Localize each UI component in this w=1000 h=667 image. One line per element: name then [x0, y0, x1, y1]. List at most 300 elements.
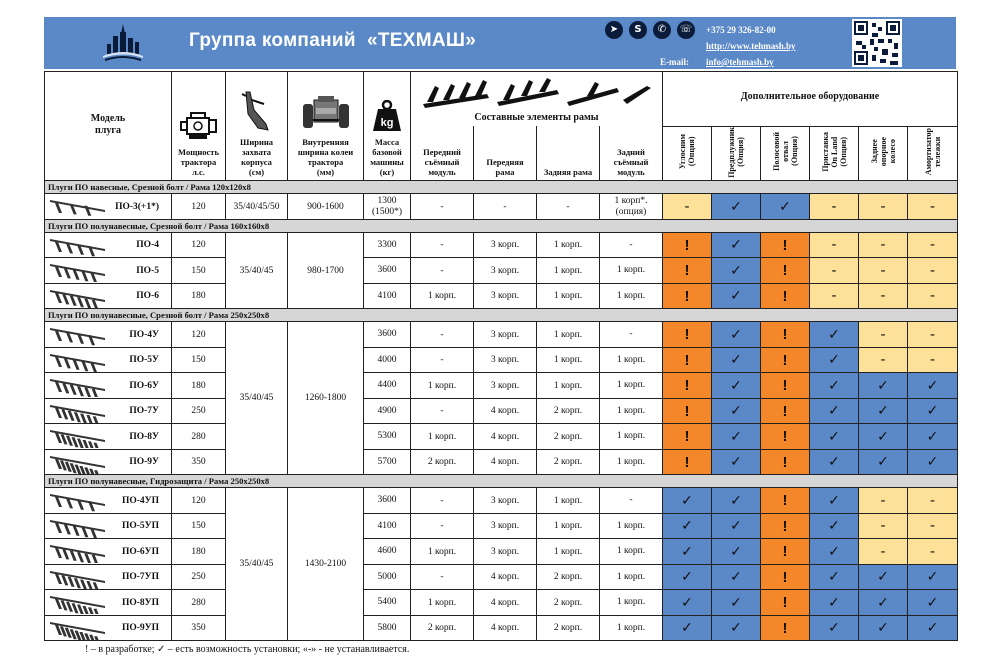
in-development-mark: ! [782, 517, 788, 535]
extra-cell-3 [810, 194, 859, 220]
mass-cell: 1300 (1500*) [364, 194, 411, 220]
model-name: ПО-6 [136, 291, 159, 302]
model-cell [45, 373, 172, 399]
in-development-mark: ! [782, 377, 788, 395]
extra-cell-3 [810, 564, 859, 590]
column-header-extra-2 [761, 126, 810, 181]
model-name: ПО-9УП [121, 623, 159, 634]
table-row[interactable] [45, 590, 958, 616]
check-icon: ✓ [681, 594, 693, 611]
check-icon: ✓ [828, 620, 840, 637]
extra-cell-1 [712, 194, 761, 220]
model-name: ПО-4УП [121, 495, 159, 506]
check-icon: ✓ [926, 620, 939, 637]
column-header-extra-4-label: Заднее опорное колесо [869, 137, 897, 167]
check-icon: ✓ [877, 569, 889, 586]
not-available-mark: - [880, 262, 886, 279]
rear-module-cell: 1 корп. [600, 539, 663, 565]
in-development-mark: ! [684, 351, 690, 369]
front-frame-cell: 3 корп. [474, 373, 537, 399]
extra-cell-5 [908, 283, 958, 309]
front-module-cell: - [411, 322, 474, 348]
table-row[interactable] [45, 232, 958, 258]
column-header-extra-1-label: Предплужник (Опция) [727, 126, 745, 178]
extra-cell-2 [761, 449, 810, 475]
section-title: Плуги ПО полунавесные, Гидрозащита / Рама 250х250х8 [45, 475, 958, 488]
front-module-cell: - [411, 232, 474, 258]
legend-note: ! – в разработке; ✓ – есть возможность установки; «-» - не устанавливается. [85, 644, 410, 655]
extra-cell-4 [859, 194, 908, 220]
rear-module-cell: 1 корп. [600, 449, 663, 475]
front-frame-cell: 4 корп. [474, 590, 537, 616]
extra-cell-2 [761, 373, 810, 399]
check-icon: ✓ [828, 543, 840, 560]
extra-cell-5 [908, 424, 958, 450]
telegram-icon[interactable]: ➤ [605, 21, 623, 39]
in-development-mark: ! [684, 287, 690, 305]
column-header-extra-0-label: Углосним (Опция) [678, 134, 696, 170]
extra-cell-1 [712, 398, 761, 424]
front-module-cell: - [411, 258, 474, 284]
phone-number[interactable]: +375 29 326-82-00 [706, 25, 776, 35]
model-cell [45, 564, 172, 590]
not-available-mark: - [880, 288, 886, 305]
check-icon: ✓ [828, 326, 840, 343]
rear-frame-cell: 2 корп. [537, 615, 600, 641]
plough-icon [49, 237, 107, 257]
extra-cell-1 [712, 564, 761, 590]
rear-module-cell: 1 корп. [600, 283, 663, 309]
mass-cell: 4900 [364, 398, 411, 424]
in-development-mark: ! [782, 402, 788, 420]
extra-cell-0 [663, 283, 712, 309]
model-cell [45, 258, 172, 284]
extra-cell-0 [663, 398, 712, 424]
rear-module-cell: 1 корп. [600, 347, 663, 373]
model-cell [45, 449, 172, 475]
in-development-mark: ! [782, 236, 788, 254]
table-row[interactable] [45, 488, 958, 514]
in-development-mark: ! [782, 428, 788, 446]
extra-cell-5 [908, 194, 958, 220]
rear-frame-cell: 2 корп. [537, 449, 600, 475]
not-available-mark: - [929, 518, 936, 535]
table-row[interactable] [45, 564, 958, 590]
model-cell [45, 539, 172, 565]
check-icon: ✓ [926, 403, 939, 420]
width-cell: 35/40/45 [226, 232, 288, 309]
extra-cell-2 [761, 488, 810, 514]
check-icon: ✓ [730, 492, 742, 509]
column-header-extra-4 [859, 126, 908, 181]
table-row[interactable] [45, 373, 958, 399]
column-header-back [600, 126, 663, 181]
extra-cell-5 [908, 513, 958, 539]
front-frame-cell: 3 корп. [474, 513, 537, 539]
extra-cell-4 [859, 232, 908, 258]
power-cell: 150 [172, 258, 226, 284]
check-icon: ✓ [730, 377, 742, 394]
front-module-cell: - [411, 398, 474, 424]
rear-module-cell: - [600, 232, 663, 258]
extra-cell-5 [908, 398, 958, 424]
mass-cell: 4600 [364, 539, 411, 565]
model-name: ПО-5УП [121, 521, 159, 532]
power-cell: 180 [172, 539, 226, 565]
width-cell: 35/40/45 [226, 488, 288, 641]
plough-icon [49, 326, 107, 346]
rear-frame-cell: 2 корп. [537, 590, 600, 616]
check-icon: ✓ [926, 377, 939, 394]
viber-icon[interactable]: ✆ [653, 21, 671, 39]
model-name: ПО-7У [129, 406, 159, 417]
power-cell: 250 [172, 564, 226, 590]
check-icon: ✓ [779, 198, 791, 215]
extra-cell-2 [761, 539, 810, 565]
extra-cell-4 [859, 539, 908, 565]
column-header-extra-5-label: Амортизатор тележки [923, 128, 942, 176]
column-header-extra-1 [712, 126, 761, 181]
not-available-mark: - [880, 543, 886, 560]
check-icon: ✓ [730, 237, 742, 254]
front-frame-cell: 4 корп. [474, 564, 537, 590]
not-available-mark: - [880, 492, 886, 509]
power-cell: 350 [172, 615, 226, 641]
rear-module-cell: 1 корп. [600, 513, 663, 539]
check-icon: ✓ [926, 454, 939, 471]
not-available-mark: - [880, 326, 886, 343]
front-frame-cell: 3 корп. [474, 283, 537, 309]
extra-cell-0 [663, 488, 712, 514]
column-header-extra-0 [663, 126, 712, 181]
extra-cell-3 [810, 590, 859, 616]
check-icon: ✓ [877, 620, 889, 637]
table-row[interactable] [45, 513, 958, 539]
column-group-frame [411, 72, 663, 127]
extra-cell-1 [712, 424, 761, 450]
model-cell [45, 488, 172, 514]
column-group-extras-label: Дополнительное оборудование [740, 91, 880, 103]
extra-cell-3 [810, 615, 859, 641]
check-icon: ✓ [828, 403, 840, 420]
extra-cell-0 [663, 194, 712, 220]
check-icon: ✓ [828, 377, 840, 394]
front-module-cell: 2 корп. [411, 615, 474, 641]
extra-cell-0 [663, 258, 712, 284]
extra-cell-3 [810, 232, 859, 258]
check-icon: ✓ [828, 454, 840, 471]
extra-cell-5 [908, 564, 958, 590]
extra-cell-1 [712, 258, 761, 284]
tractor-front-icon [300, 94, 352, 132]
not-available-mark: - [929, 352, 936, 369]
check-icon: ✓ [828, 518, 840, 535]
extra-cell-2 [761, 283, 810, 309]
width-cell: 35/40/45 [226, 322, 288, 475]
front-frame-cell: 4 корп. [474, 615, 537, 641]
extra-cell-3 [810, 488, 859, 514]
table-row[interactable] [45, 194, 958, 220]
extra-cell-1 [712, 615, 761, 641]
model-name: ПО-4У [129, 329, 159, 340]
plough-icon [49, 454, 107, 474]
rear-frame-cell: 1 корп. [537, 488, 600, 514]
check-icon: ✓ [681, 518, 693, 535]
in-development-mark: ! [782, 619, 788, 637]
skype-icon[interactable]: S [629, 21, 647, 39]
front-frame-cell: 3 корп. [474, 347, 537, 373]
extra-cell-2 [761, 232, 810, 258]
column-header-rear-label: Задняя рама [543, 167, 593, 178]
section-row [45, 181, 958, 194]
power-cell: 180 [172, 373, 226, 399]
extra-cell-0 [663, 449, 712, 475]
column-header-extra-5 [908, 126, 958, 181]
track-cell: 980-1700 [288, 232, 364, 309]
column-header-front [411, 126, 474, 181]
qr-code[interactable] [852, 19, 902, 67]
extra-cell-5 [908, 590, 958, 616]
section-title: Плуги ПО полунавесные, Срезной болт / Рама 250х250х8 [45, 309, 958, 322]
header-banner [44, 17, 956, 69]
email-label: E-mail: [660, 57, 689, 67]
extra-cell-1 [712, 488, 761, 514]
table-row[interactable] [45, 322, 958, 348]
table-row[interactable] [45, 283, 958, 309]
extra-cell-4 [859, 564, 908, 590]
extra-cell-3 [810, 373, 859, 399]
plough-icon [49, 518, 107, 538]
power-cell: 350 [172, 449, 226, 475]
check-icon: ✓ [681, 543, 693, 560]
mass-cell: 4000 [364, 347, 411, 373]
not-available-mark: - [880, 518, 886, 535]
not-available-mark: - [929, 543, 936, 560]
extra-cell-3 [810, 513, 859, 539]
rear-frame-cell: 1 корп. [537, 347, 600, 373]
not-available-mark: - [929, 237, 936, 254]
website-link[interactable]: http://www.tehmash.by [706, 41, 796, 51]
check-icon: ✓ [730, 198, 742, 215]
check-icon: ✓ [730, 518, 742, 535]
check-icon: ✓ [730, 620, 742, 637]
mass-cell: 4400 [364, 373, 411, 399]
not-available-mark: - [929, 326, 936, 343]
mass-cell: 5700 [364, 449, 411, 475]
check-icon: ✓ [877, 403, 889, 420]
plough-icon [49, 403, 107, 423]
mass-cell: 4100 [364, 283, 411, 309]
power-cell: 120 [172, 232, 226, 258]
rear-module-cell: 1 корп. [600, 615, 663, 641]
check-icon: ✓ [828, 492, 840, 509]
check-icon: ✓ [828, 569, 840, 586]
section-title: Плуги ПО навесные, Срезной болт / Рама 120х120х8 [45, 181, 958, 194]
extra-cell-4 [859, 513, 908, 539]
front-module-cell: 1 корп. [411, 283, 474, 309]
in-development-mark: ! [782, 543, 788, 561]
mass-cell: 3600 [364, 322, 411, 348]
column-header-power-label: Мощность трактора л.с. [178, 147, 219, 178]
check-icon: ✓ [926, 594, 939, 611]
table-row[interactable] [45, 347, 958, 373]
front-frame-cell: 4 корп. [474, 398, 537, 424]
section-row [45, 219, 958, 232]
column-header-front-label: Передний съёмный модуль [423, 147, 461, 178]
table-row[interactable] [45, 258, 958, 284]
front-frame-cell: 3 корп. [474, 232, 537, 258]
rear-module-cell: - [600, 322, 663, 348]
table-row[interactable] [45, 615, 958, 641]
table-row[interactable] [45, 539, 958, 565]
not-available-mark: - [929, 262, 936, 279]
front-frame-cell: - [474, 194, 537, 220]
extra-cell-5 [908, 539, 958, 565]
check-icon: ✓ [828, 352, 840, 369]
not-available-mark: - [831, 237, 837, 254]
plough-icon [49, 492, 107, 512]
not-available-mark: - [831, 262, 837, 279]
extra-cell-0 [663, 424, 712, 450]
column-header-rear [537, 126, 600, 181]
power-cell: 120 [172, 322, 226, 348]
extra-cell-2 [761, 513, 810, 539]
extra-cell-3 [810, 347, 859, 373]
column-header-model-label: Модель плуга [90, 112, 126, 136]
extra-cell-0 [663, 539, 712, 565]
in-development-mark: ! [782, 351, 788, 369]
rear-frame-cell: 2 корп. [537, 398, 600, 424]
mass-cell: 5300 [364, 424, 411, 450]
check-icon: ✓ [730, 352, 742, 369]
rear-module-cell: 1 корп. [600, 590, 663, 616]
column-header-mass-label: Масса базовой машины (кг) [370, 137, 404, 178]
check-icon: ✓ [926, 569, 939, 586]
section-title: Плуги ПО полунавесные, Срезной болт / Рама 160х160х8 [45, 219, 958, 232]
extra-cell-5 [908, 488, 958, 514]
extra-cell-2 [761, 590, 810, 616]
rear-frame-cell: 1 корп. [537, 258, 600, 284]
plough-icon [49, 620, 107, 640]
table-row[interactable] [45, 424, 958, 450]
extra-cell-4 [859, 590, 908, 616]
power-cell: 120 [172, 194, 226, 220]
check-icon: ✓ [877, 377, 889, 394]
extra-cell-4 [859, 322, 908, 348]
company-logo [99, 20, 147, 66]
extra-cell-4 [859, 258, 908, 284]
front-module-cell: - [411, 564, 474, 590]
extra-cell-0 [663, 513, 712, 539]
table-row[interactable] [45, 398, 958, 424]
check-icon: ✓ [681, 492, 693, 509]
column-header-back-label: Задний съёмный модуль [613, 147, 649, 178]
extra-cell-1 [712, 347, 761, 373]
extra-cell-5 [908, 449, 958, 475]
front-frame-cell: 3 корп. [474, 322, 537, 348]
not-available-mark: - [929, 198, 936, 215]
extra-cell-2 [761, 398, 810, 424]
frame-elements-icon [417, 76, 657, 110]
extra-cell-0 [663, 322, 712, 348]
mass-cell: 3600 [364, 488, 411, 514]
front-module-cell: 1 корп. [411, 424, 474, 450]
mass-cell: 5000 [364, 564, 411, 590]
column-group-extras [663, 72, 958, 127]
rear-frame-cell: 1 корп. [537, 539, 600, 565]
extra-cell-0 [663, 347, 712, 373]
model-name: ПО-5 [136, 265, 159, 276]
extra-cell-5 [908, 258, 958, 284]
front-frame-cell: 4 корп. [474, 424, 537, 450]
mass-cell: 3300 [364, 232, 411, 258]
extra-cell-4 [859, 488, 908, 514]
check-icon: ✓ [877, 454, 889, 471]
extra-cell-5 [908, 232, 958, 258]
track-cell: 1260-1800 [288, 322, 364, 475]
not-available-mark: - [684, 198, 690, 215]
plough-icon [49, 543, 107, 563]
extra-cell-4 [859, 283, 908, 309]
extra-cell-5 [908, 322, 958, 348]
extra-cell-3 [810, 539, 859, 565]
model-name: ПО-3(+1*) [115, 201, 159, 212]
front-frame-cell: 3 корп. [474, 539, 537, 565]
table-row[interactable] [45, 449, 958, 475]
mass-cell: 4100 [364, 513, 411, 539]
column-header-middle [474, 126, 537, 181]
plough-icon [49, 288, 107, 308]
engine-icon [179, 110, 219, 142]
check-icon: ✓ [877, 594, 889, 611]
in-development-mark: ! [684, 326, 690, 344]
power-cell: 180 [172, 283, 226, 309]
column-header-mass [364, 72, 411, 181]
model-cell [45, 194, 172, 220]
front-module-cell: 1 корп. [411, 590, 474, 616]
extra-cell-1 [712, 283, 761, 309]
rear-frame-cell: 1 корп. [537, 283, 600, 309]
plough-body-icon [240, 90, 274, 132]
column-header-power [172, 72, 226, 181]
front-frame-cell: 3 корп. [474, 258, 537, 284]
check-icon: ✓ [730, 262, 742, 279]
in-development-mark: ! [782, 453, 788, 471]
extra-cell-4 [859, 373, 908, 399]
rear-module-cell: 1 корп. [600, 564, 663, 590]
extra-cell-4 [859, 615, 908, 641]
width-cell: 35/40/45/50 [226, 194, 288, 220]
company-title: Группа компаний «ТЕХМАШ» [189, 30, 477, 51]
not-available-mark: - [831, 198, 837, 215]
weight-kg-icon [372, 100, 402, 132]
rear-module-cell: 1 корп. [600, 258, 663, 284]
mass-cell: 5800 [364, 615, 411, 641]
rear-module-cell: 1 корп. [600, 424, 663, 450]
check-icon: ✓ [730, 454, 742, 471]
model-cell [45, 322, 172, 348]
rear-frame-cell: 1 корп. [537, 232, 600, 258]
in-development-mark: ! [782, 492, 788, 510]
column-header-middle-label: Передняя рама [486, 157, 524, 178]
model-name: ПО-6У [129, 380, 159, 391]
rear-module-cell: 1 корп*. (опция) [600, 194, 663, 220]
track-cell: 1430-2100 [288, 488, 364, 641]
whatsapp-icon[interactable]: ☏ [677, 21, 695, 39]
email-link[interactable]: info@tehmash.by [706, 57, 774, 67]
column-header-extra-2-label: Полосовой отвал (Опция) [771, 132, 799, 172]
svg-text:kg: kg [380, 117, 394, 130]
